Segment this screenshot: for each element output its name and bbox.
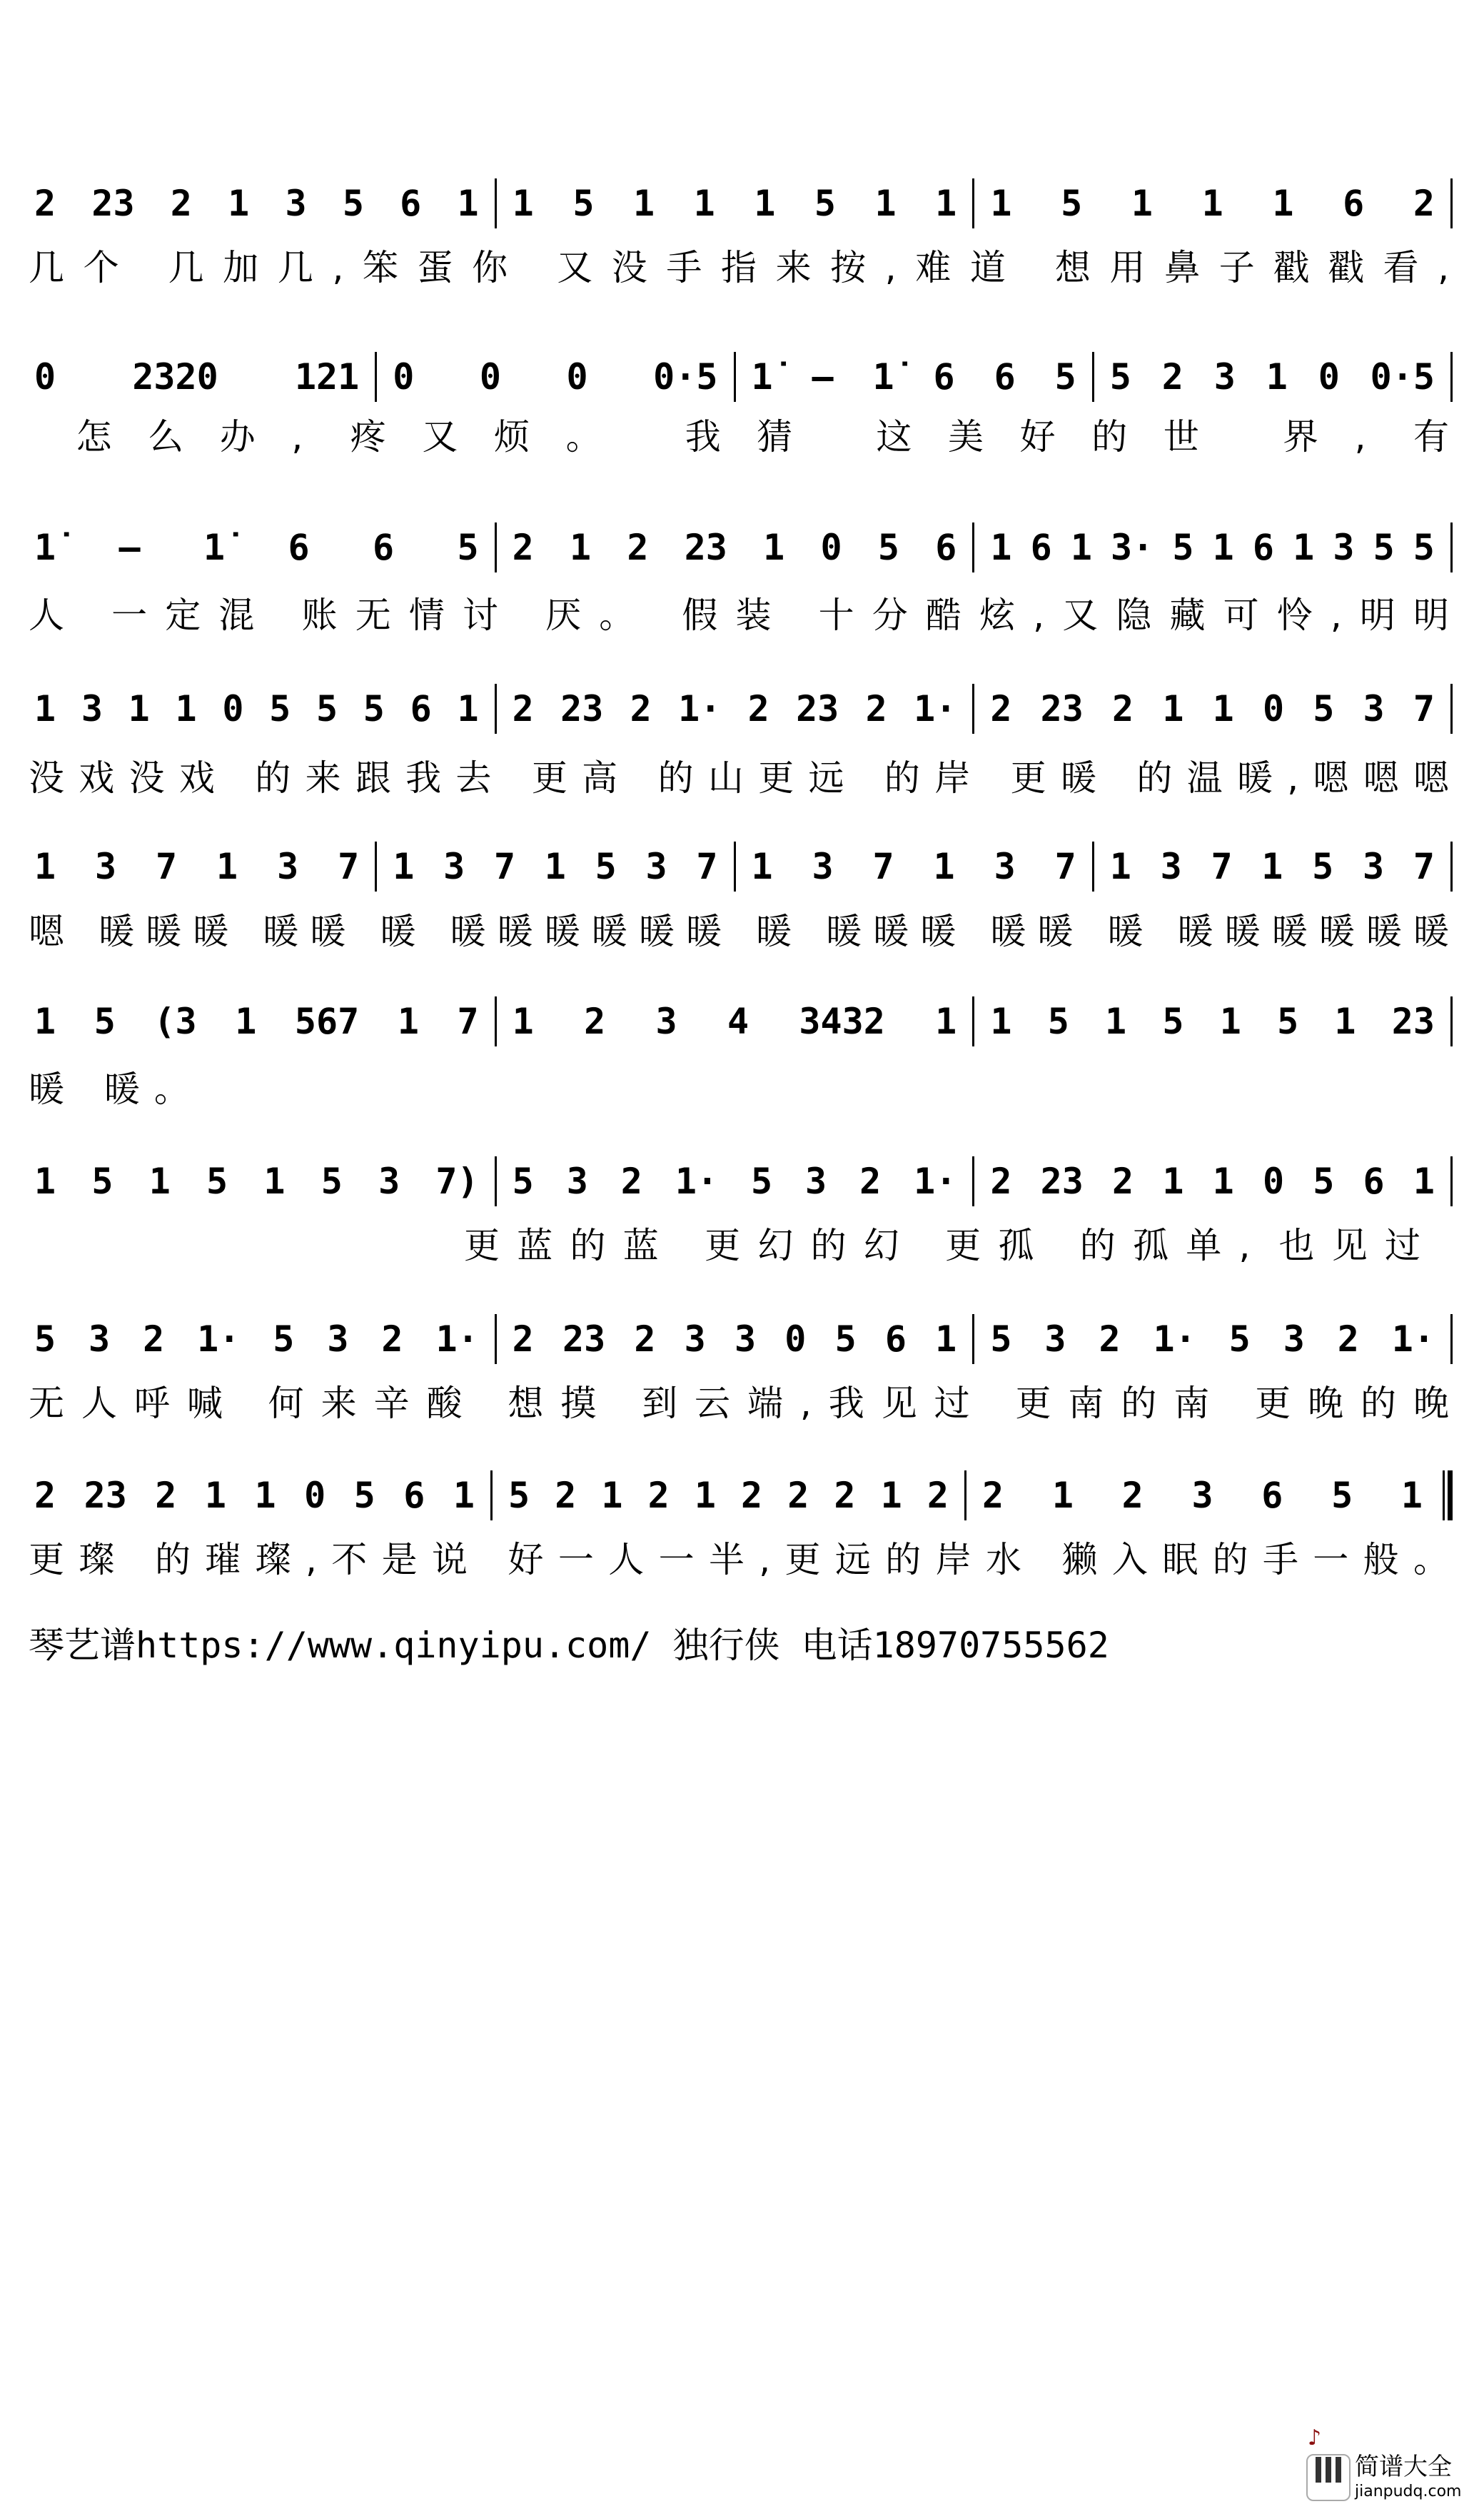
note: 5 [572,183,595,224]
note: 2 [747,688,769,730]
note: 1 [235,1001,257,1042]
note: 5 [595,846,617,887]
note: 7 [1413,846,1435,887]
note: 5 [34,1318,56,1360]
note: 2 [620,1161,642,1202]
note: 23 [1040,1161,1084,1202]
note: 5 [353,1475,375,1516]
note: 2 [1112,1161,1134,1202]
note: 2 [512,688,534,730]
measure [497,1001,973,1042]
note: 3 [1333,527,1355,568]
bar-line [1450,996,1453,1046]
note: 5 [1313,688,1335,730]
note: 5 [1172,527,1194,568]
note: (3 [153,1001,197,1042]
note: 6 [410,688,432,730]
note: 0 [479,356,501,398]
note: 1 [990,183,1012,224]
measure [29,1161,495,1202]
bar-line [1450,1156,1453,1206]
note: 5 [1331,1475,1353,1516]
staff-line [29,522,1453,572]
note: 5 [1109,356,1131,398]
note: 1 [570,527,592,568]
note: 7 [156,846,178,887]
note: 5 [990,1318,1012,1360]
note: 3 [95,846,117,887]
note: 1 [228,183,250,224]
staff-line [29,1156,1453,1206]
bar-line [1450,842,1453,892]
note: 1 [935,183,957,224]
note: 4 [727,1001,749,1042]
note: 2 [555,1475,577,1516]
piano-icon [1306,2454,1351,2501]
note: 1 [990,1001,1012,1042]
note: 3 [1362,846,1385,887]
note: 1 [1212,527,1234,568]
note: 7 [1413,688,1435,730]
measure [497,183,973,224]
note: 1 [34,1001,56,1042]
note: 1· [678,688,722,730]
lyrics-line: 更蓝的蓝 更幻的幻 更孤 的孤单, 也见过 [464,1225,1420,1266]
note: 1 [1070,527,1092,568]
note: 5 [1373,527,1395,568]
note: 0 [34,356,56,398]
note: 2 [990,688,1012,730]
note: 1· [914,1161,957,1202]
note: 3 [684,1318,706,1360]
note: 5 [814,183,836,224]
note: 3 [327,1318,349,1360]
note: 6 [884,1318,907,1360]
note: 3 [645,846,667,887]
measure [974,1161,1450,1202]
note: 1̇ [751,356,773,398]
note: 5 [1228,1318,1251,1360]
note: 5 [457,527,479,568]
note: 2 [155,1475,177,1516]
note: 2320 [132,356,218,398]
logo-site: jianpudq.com [1355,2483,1462,2500]
note: 1 [1400,1475,1423,1516]
note: 7 [1054,846,1076,887]
note: 1 [1413,1161,1435,1202]
note: 5 [1312,846,1334,887]
note: 23 [1040,688,1084,730]
note: 2 [927,1475,949,1516]
note: 1 [453,1475,475,1516]
note: 1 [1293,527,1315,568]
note: 7 [872,846,894,887]
note: 1 [397,1001,419,1042]
note: 5 [316,688,338,730]
note: 3 [378,1161,400,1202]
note: – [812,356,834,398]
note: 1 [148,1161,171,1202]
note: 2 [627,527,649,568]
note: – [118,527,141,568]
staff-line [29,842,1453,892]
watermark-logo [1306,2425,1481,2503]
note: 1 [34,1161,56,1202]
note: 1 [1162,1161,1184,1202]
note: 5 [206,1161,228,1202]
staff-line [29,178,1453,228]
lyrics-line: 暖 暖。 [29,1069,204,1110]
measure [1094,356,1450,398]
measure [974,1001,1450,1042]
note: 23 [91,183,135,224]
note: 5 [508,1475,530,1516]
measure [966,1475,1438,1516]
note: 1 [632,183,655,224]
note: 2 [982,1475,1004,1516]
note: 1· [197,1318,241,1360]
note: 6 [935,527,957,568]
note: 1· [1153,1318,1196,1360]
note: 0 [1262,688,1285,730]
note: 2 [512,1318,534,1360]
note: 3 [805,1161,827,1202]
note: 5 [512,1161,534,1202]
note: 1· [435,1318,479,1360]
note: 5 [834,1318,857,1360]
note: 7 [457,1001,479,1042]
note: 6 [1030,527,1052,568]
note: 2 [834,1475,856,1516]
note: 3 [1191,1475,1213,1516]
note: 2 [741,1475,763,1516]
measure [29,527,495,568]
note: 1 [128,688,150,730]
staff-line [29,1314,1453,1364]
note: 3 [812,846,834,887]
measure [29,688,495,730]
note: 3 [734,1318,757,1360]
measure [974,183,1450,224]
note: 1 [990,527,1012,568]
note: 1 [694,1475,716,1516]
note: 3 [277,846,299,887]
note: 1 [1261,846,1283,887]
measure [736,356,1092,398]
staff-line [29,684,1453,734]
logo-red-mark: ♪ [1308,2425,1322,2450]
measure [29,356,375,398]
measure [497,1318,973,1360]
note: 6 [994,356,1016,398]
staff-line [29,352,1453,402]
bar-line [1443,1470,1453,1520]
note: 1 [544,846,566,887]
note: 0·5 [1370,356,1435,398]
note: 6 [288,527,310,568]
note: 2 [1337,1318,1359,1360]
measure [377,846,733,887]
note: 1 [1334,1001,1356,1042]
note: 1 [1109,846,1131,887]
note: 2 [34,183,56,224]
note: 1 [1105,1001,1127,1042]
note: 1 [933,846,955,887]
note: 2 [859,1161,882,1202]
note: 1 [935,1318,957,1360]
note: 5 [320,1161,343,1202]
note: 3432 [799,1001,885,1042]
note: 5 [273,1318,295,1360]
note: 6 [1252,527,1274,568]
note: 1̇ [203,527,226,568]
measure [497,688,973,730]
measure [29,183,495,224]
measure [497,1161,973,1202]
lyrics-line: 嗯 暖暖暖 暖暖 暖 暖暖暖暖暖暖 暖 暖暖暖 暖暖 暖 暖暖暖暖暖暖 [29,911,1449,952]
note: 3 [1363,688,1385,730]
note: 5 [1413,527,1435,568]
note: 1 [216,846,238,887]
note: 1 [693,183,715,224]
note: 7) [435,1161,479,1202]
note: 23 [84,1475,127,1516]
note: 1 [512,1001,534,1042]
note: 2 [381,1318,403,1360]
note: 2 [1161,356,1183,398]
note: 5 [269,688,291,730]
note: 2 [634,1318,656,1360]
note: 1 [457,183,479,224]
note: 2 [865,688,887,730]
note: 1 [1051,1475,1074,1516]
note: 5 [877,527,899,568]
note: 1 [601,1475,623,1516]
note: 1 [1212,688,1234,730]
note: 6 [1261,1475,1283,1516]
note: 3 [89,1318,111,1360]
note: 1· [1391,1318,1435,1360]
note: 1 [254,1475,276,1516]
lyrics-line: 人 一定混 账无情讨 厌。 假装 十分酷炫,又隐藏可怜,明明 [29,595,1449,636]
note: 5 [1277,1001,1299,1042]
measure [29,1475,490,1516]
note: 6 [1343,183,1365,224]
note: 7 [1211,846,1233,887]
note: 1 [874,183,897,224]
note: 6 [1363,1161,1385,1202]
note: 1 [1266,356,1288,398]
note: 3 [285,183,307,224]
note: 0 [1262,1161,1285,1202]
note: 2 [787,1475,809,1516]
note: 2 [584,1001,606,1042]
lyrics-line: 更璨 的璀璨,不是说 好一人一半,更远的岸水 獭入眠的手一般。 [29,1539,1449,1580]
note: 3 [566,1161,588,1202]
note: 1· [675,1161,719,1202]
note: 6 [403,1475,425,1516]
note: 7 [338,846,360,887]
staff-line [29,996,1453,1046]
note: 1 [1131,183,1153,224]
note: 2 [630,688,652,730]
bar-line [1450,352,1453,402]
note: 1 [263,1161,286,1202]
note: 5 [342,183,364,224]
note: 5 [1313,1161,1335,1202]
note: 6 [373,527,395,568]
measure [29,1001,495,1042]
note: 567 [294,1001,360,1042]
measure [974,527,1450,568]
note: 7 [696,846,718,887]
note: 3 [1160,846,1182,887]
note: 5 [1054,356,1076,398]
bar-line [1450,1314,1453,1364]
note: 6 [400,183,422,224]
note: 1 [457,688,479,730]
note: 0 [820,527,842,568]
note: 2 [990,1161,1012,1202]
note: 1 [204,1475,226,1516]
note: 3 [443,846,465,887]
note: 2 [1413,183,1435,224]
note: 5 [1162,1001,1184,1042]
note: 1 [175,688,197,730]
measure [377,356,733,398]
logo-title: 简谱大全 [1355,2453,1452,2481]
note: 23 [560,688,604,730]
note: 3 [81,688,103,730]
note: 0 [1318,356,1340,398]
lyrics-line: 怎么办, 疼又烦。 我猜 这美好的世 界, 有 [29,416,1449,458]
note: 23 [562,1318,606,1360]
note: 5 [1047,1001,1069,1042]
note: 2 [1099,1318,1121,1360]
note: 0 [566,356,588,398]
measure [493,1475,964,1516]
lyrics-line: 无人呼喊 何来辛酸 想摸 到云端,我见过 更南的南 更晚的晚 [29,1383,1449,1424]
note: 5 [750,1161,773,1202]
note: 23 [796,688,839,730]
measure [29,1318,495,1360]
bar-line [1450,522,1453,572]
note: 3 [655,1001,677,1042]
measure [974,1318,1450,1360]
lyrics-line: 没戏没戏 的来跟我去 更高 的山更远 的岸 更暖 的温暖,嗯嗯嗯 [29,757,1449,799]
lyrics-line: 几个 几加几,笨蛋你 又没手指来按,难道 想用鼻子戳戳看, [29,247,1449,288]
bar-line [1450,178,1453,228]
note: 3 [994,846,1016,887]
measure [497,527,973,568]
note: 2 [34,1475,56,1516]
note: 121 [294,356,360,398]
note: 5 [363,688,385,730]
note: 1 [1201,183,1223,224]
note: 2 [143,1318,165,1360]
note: 1 [880,1475,902,1516]
note: 1 [1219,1001,1241,1042]
note: 1 [34,688,56,730]
note: 1 [751,846,773,887]
note: 3 [1283,1318,1305,1360]
note: 1̇ [872,356,894,398]
note: 2 [170,183,192,224]
note: 1 [763,527,785,568]
note: 1 [393,846,415,887]
note: 3 [1044,1318,1066,1360]
note: 1· [914,688,957,730]
note: 5 [1061,183,1083,224]
note: 0 [304,1475,326,1516]
note: 5 [91,1161,113,1202]
note: 1 [34,846,56,887]
measure [29,846,375,887]
note: 1 [1162,688,1184,730]
note: 1 [512,183,534,224]
note: 0·5 [653,356,718,398]
note: 5 [94,1001,116,1042]
staff-line [29,1470,1453,1520]
note: 0 [222,688,244,730]
measure [1094,846,1450,887]
note: 3 [1213,356,1236,398]
note: 1 [754,183,776,224]
note: 0 [393,356,415,398]
note: 3· [1111,527,1154,568]
note: 6 [933,356,955,398]
note: 2 [1112,688,1134,730]
note: 1 [1272,183,1294,224]
note: 1 [935,1001,957,1042]
measure [736,846,1092,887]
bar-line [1450,684,1453,734]
note: 1 [1212,1161,1234,1202]
note: 1̇ [34,527,56,568]
note: 2 [1121,1475,1144,1516]
note: 23 [684,527,727,568]
note: 2 [647,1475,670,1516]
note: 23 [1391,1001,1435,1042]
note: 2 [512,527,534,568]
note: 0 [784,1318,807,1360]
measure [974,688,1450,730]
note: 7 [493,846,516,887]
footer-credit: 琴艺谱https://www.qinyipu.com/ 独行侠 电话18970755562 [29,1625,1109,1666]
